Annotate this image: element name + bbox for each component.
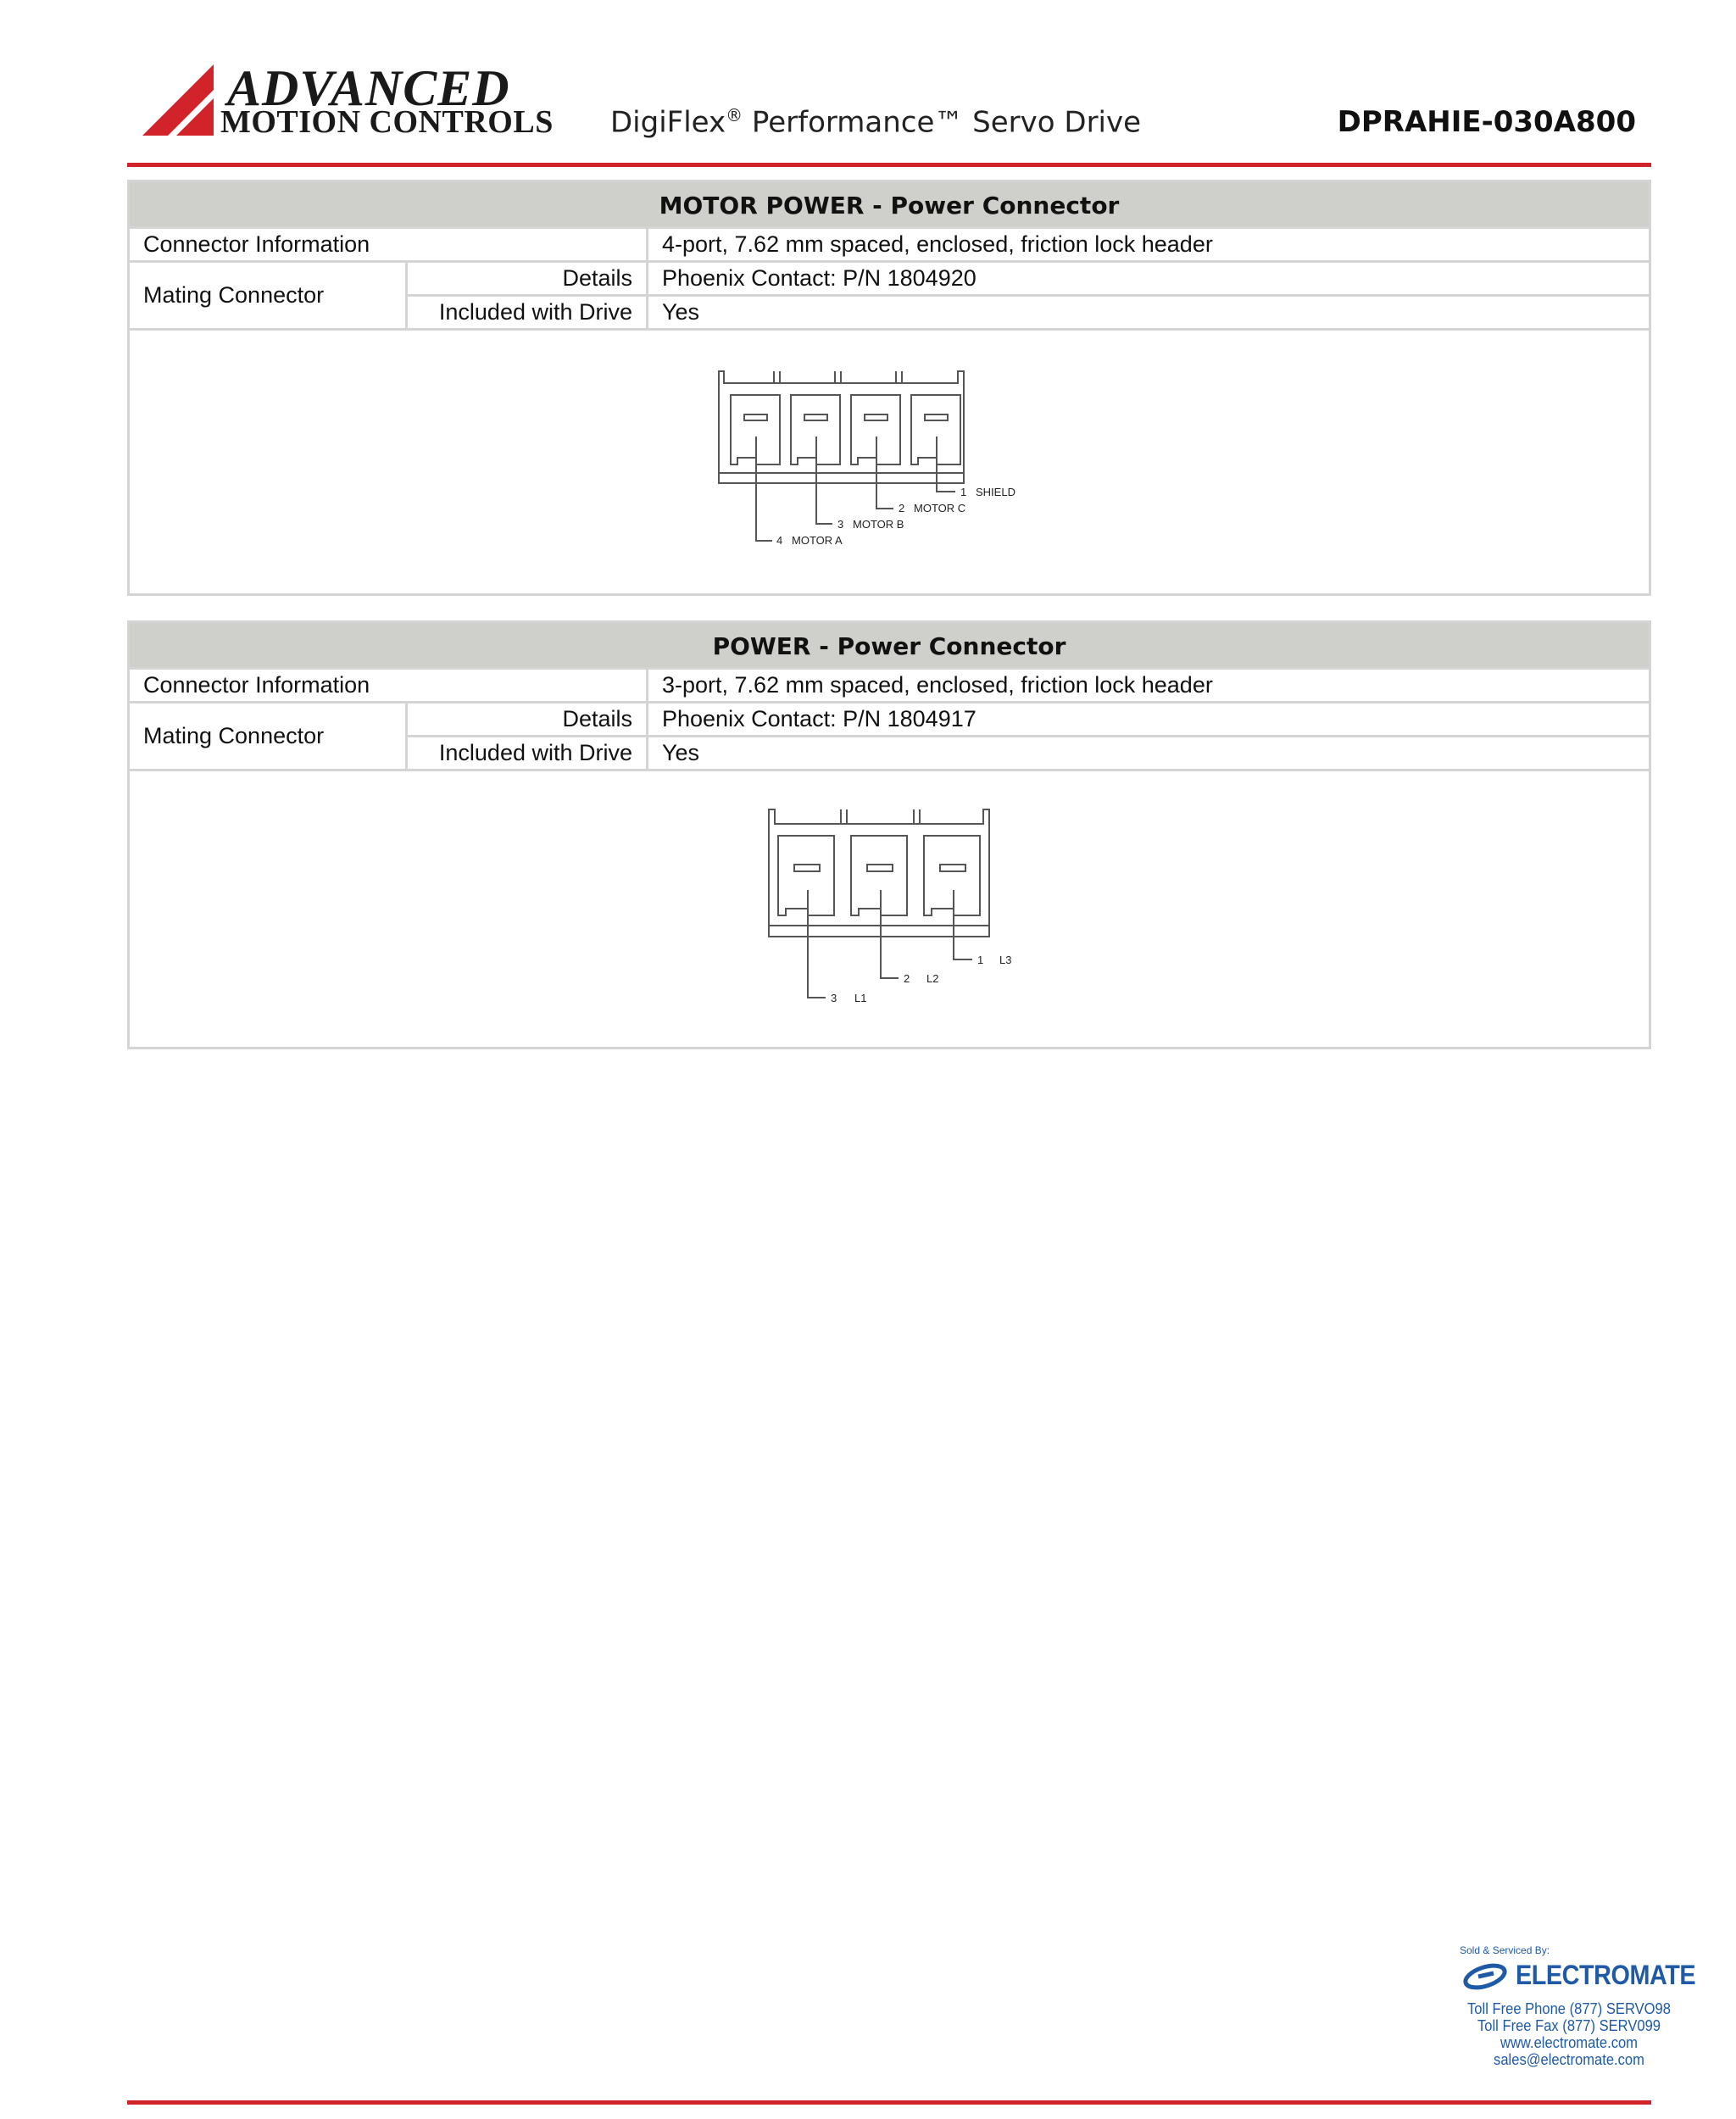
toll-free-phone: Toll Free Phone (877) SERVO98 bbox=[1467, 2000, 1671, 2017]
toll-free-fax: Toll Free Fax (877) SERV099 bbox=[1477, 2017, 1661, 2034]
product-title bbox=[610, 105, 1141, 139]
distributor-brand bbox=[1455, 1958, 1696, 1992]
pin-name: L1 bbox=[854, 992, 867, 1004]
table-title: POWER - Power Connector bbox=[130, 623, 1649, 667]
mating-connector-row bbox=[130, 260, 1649, 328]
pin-number: 2 bbox=[904, 972, 910, 985]
connector-diagram-cell bbox=[130, 328, 1649, 593]
model-number: DPRAHIE-030A800 bbox=[1337, 105, 1636, 139]
included-value: Yes bbox=[662, 740, 700, 765]
connector-info-label: Connector Information bbox=[130, 670, 648, 701]
pin-number: 2 bbox=[899, 502, 905, 514]
pin-number: 3 bbox=[831, 992, 837, 1004]
connector-info-row bbox=[130, 226, 1649, 260]
port-1 bbox=[924, 836, 980, 915]
pin-labels bbox=[831, 954, 1011, 1004]
distributor-name: ELECTROMATE bbox=[1516, 1960, 1696, 1990]
pin-name: L3 bbox=[999, 954, 1012, 966]
logo-text-motion-controls: MOTION CONTROLS bbox=[220, 104, 554, 140]
connector-info-value: 3-port, 7.62 mm spaced, enclosed, friction lock header bbox=[662, 672, 1213, 698]
pin-number: 1 bbox=[960, 486, 967, 498]
details-label: Details bbox=[408, 704, 648, 735]
connector-info-row bbox=[130, 667, 1649, 701]
email-link[interactable]: sales@electromate.com bbox=[1494, 2051, 1644, 2068]
included-label: Included with Drive bbox=[408, 297, 648, 328]
header-divider bbox=[127, 163, 1651, 167]
electromate-logo-icon bbox=[1461, 1958, 1512, 1992]
included-row bbox=[408, 735, 1649, 769]
pin-number: 1 bbox=[977, 954, 984, 966]
company-logo bbox=[142, 60, 558, 141]
mating-connector-label: Mating Connector bbox=[130, 704, 408, 769]
connector-diagram-cell bbox=[130, 769, 1649, 1047]
included-value: Yes bbox=[662, 299, 700, 325]
port-3 bbox=[778, 836, 834, 915]
included-row bbox=[408, 294, 1649, 328]
included-label: Included with Drive bbox=[408, 737, 648, 769]
pin-name: MOTOR A bbox=[792, 534, 843, 547]
mating-connector-label: Mating Connector bbox=[130, 263, 408, 328]
footer-divider bbox=[127, 2100, 1651, 2105]
power-connector-table bbox=[127, 620, 1651, 1049]
pin-number: 4 bbox=[776, 534, 783, 547]
details-value: Phoenix Contact: P/N 1804920 bbox=[662, 265, 976, 291]
motor-connector-diagram bbox=[130, 331, 1649, 593]
details-row bbox=[408, 704, 1649, 735]
pin-name: MOTOR C bbox=[914, 502, 966, 514]
connector-info-value: 4-port, 7.62 mm spaced, enclosed, friction lock header bbox=[662, 231, 1213, 257]
mating-connector-row bbox=[130, 701, 1649, 769]
pin-number: 3 bbox=[837, 518, 844, 531]
logo-triangle-icon bbox=[142, 64, 224, 137]
pin-labels bbox=[776, 486, 1015, 547]
details-value: Phoenix Contact: P/N 1804917 bbox=[662, 706, 976, 731]
logo-text-advanced: ADVANCED bbox=[227, 60, 510, 116]
table-title: MOTOR POWER - Power Connector bbox=[130, 182, 1649, 226]
pin-name: L2 bbox=[926, 972, 939, 985]
port-2 bbox=[851, 836, 907, 915]
details-label: Details bbox=[408, 263, 648, 294]
sold-by-label: Sold & Serviced By: bbox=[1460, 1944, 1550, 1956]
motor-power-connector-table bbox=[127, 180, 1651, 596]
product-subtitle: Performance™ Servo Drive bbox=[743, 105, 1142, 140]
details-row bbox=[408, 263, 1649, 294]
pin-name: SHIELD bbox=[976, 486, 1015, 498]
connector-info-label: Connector Information bbox=[130, 229, 648, 260]
pin-name: MOTOR B bbox=[853, 518, 904, 531]
registered-mark: ® bbox=[726, 105, 743, 125]
product-name: DigiFlex bbox=[610, 105, 726, 140]
website-link[interactable]: www.electromate.com bbox=[1500, 2034, 1638, 2051]
power-connector-diagram bbox=[130, 771, 1649, 1047]
